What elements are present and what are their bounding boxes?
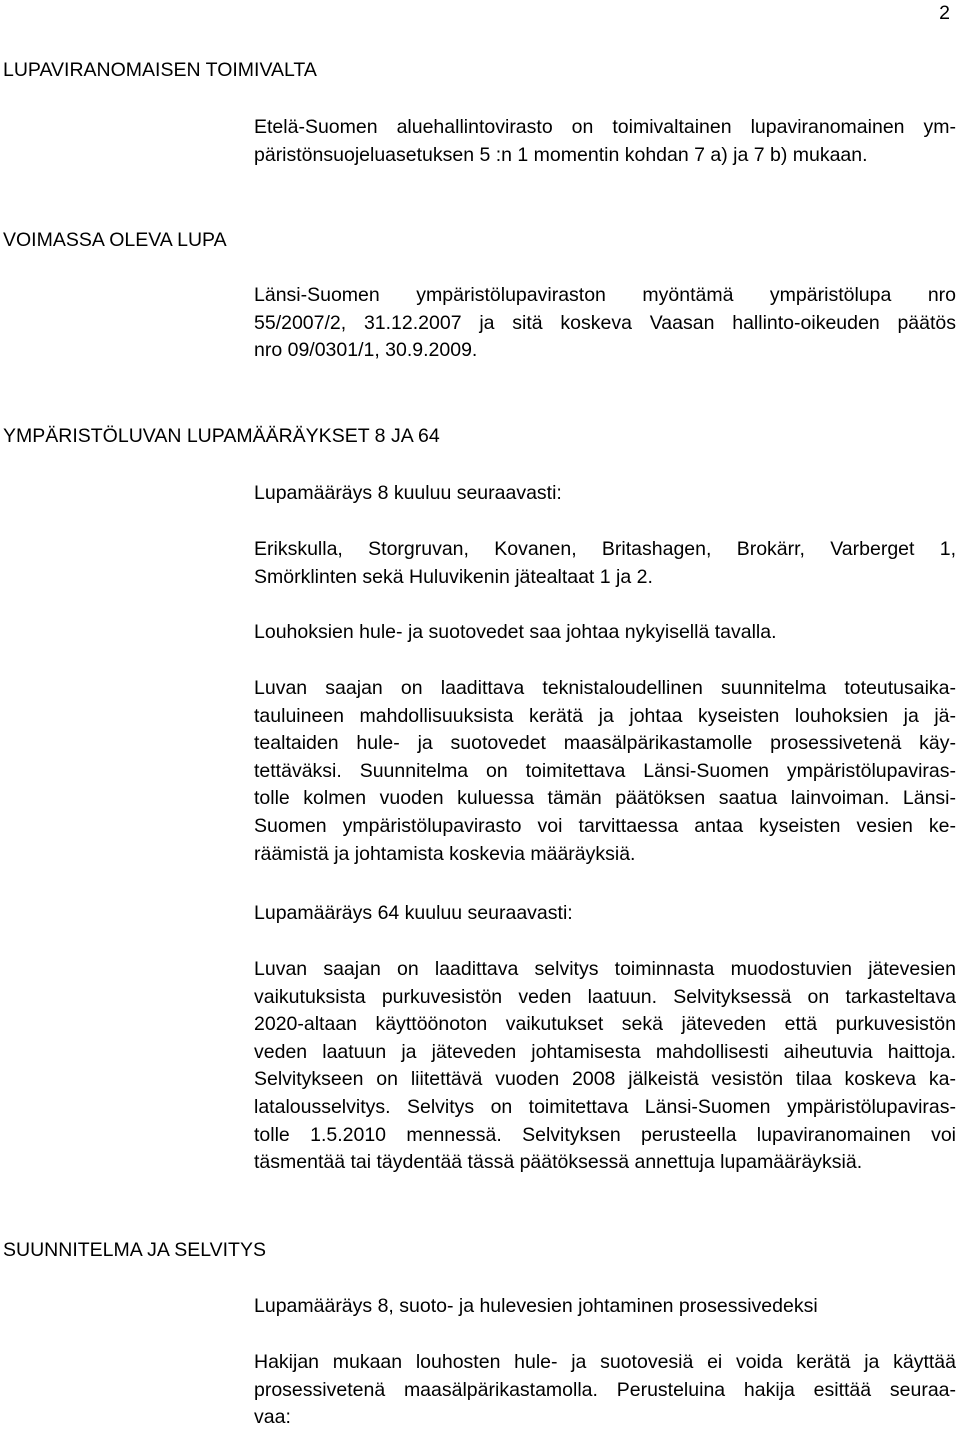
page-number: 2 (939, 2, 950, 24)
text-line: tettäväksi. Suunnitelma on toimitettava Länsi-Suomen ympäristölupaviras- (254, 759, 956, 782)
heading-authority: LUPAVIRANOMAISEN TOIMIVALTA (3, 59, 317, 81)
heading-plan: SUUNNITELMA JA SELVITYS (3, 1239, 266, 1261)
text-line: Lupamääräys 64 kuuluu seuraavasti: (254, 902, 573, 924)
text-line: täsmentää tai täydentää tässä päätöksessä annettuja lupamääräyksiä. (254, 1151, 863, 1174)
text-line: nro 09/0301/1, 30.9.2009. (254, 339, 478, 362)
paragraph-condition-64-text (254, 956, 956, 1177)
text-line: tealtaiden hule- ja suotovedet maasälpärikastamolle prosessivetenä käy- (254, 732, 956, 755)
text-line: Luvan saajan on laadittava selvitys toiminnasta muodostuvien jätevesien (254, 958, 956, 980)
paragraph-condition-8-sites (254, 536, 956, 591)
text-line: 2020-altaan käyttöönoton vaikutukset sekä jäteveden että purkuvesistön (254, 1013, 956, 1036)
text-line: vaa: (254, 1406, 291, 1429)
text-line: räämistä ja johtamista koskevia määräyksiä. (254, 842, 636, 865)
text-line: tolle kolmen vuoden kuluessa tämän päätöksen saatua lainvoiman. Länsi- (254, 787, 956, 810)
heading-current-permit: VOIMASSA OLEVA LUPA (3, 229, 227, 251)
text-line: Lupamääräys 8, suoto- ja hulevesien johtaminen prosessivedeksi (254, 1295, 818, 1317)
text-line: Selvitykseen on liitettävä vuoden 2008 jälkeistä vesistön tilaa koskeva ka- (254, 1068, 956, 1091)
text-line: Hakijan mukaan louhosten hule- ja suotovesiä ei voida kerätä ja käyttää (254, 1351, 956, 1373)
text-line: tolle 1.5.2010 mennessä. Selvityksen perusteella lupaviranomainen voi (254, 1123, 956, 1146)
text-line: prosessivetenä maasälpärikastamolla. Perusteluina hakija esittää seuraa- (254, 1378, 956, 1401)
text-line: Luvan saajan on laadittava teknistaloudellinen suunnitelma toteutusaika- (254, 677, 956, 699)
paragraph-authority (254, 114, 956, 169)
text-line: päristönsuojeluasetuksen 5 :n 1 momentin kohdan 7 a) ja 7 b) mukaan. (254, 143, 868, 166)
text-line: Etelä-Suomen aluehallintovirasto on toimivaltainen lupaviranomainen ym- (254, 116, 956, 138)
text-line: Lupamääräys 8 kuuluu seuraavasti: (254, 482, 562, 504)
text-line: veden laatuun ja jäteveden johtamisesta mahdollisesti aiheutuvia haittoja. (254, 1040, 956, 1063)
text-line: Länsi-Suomen ympäristölupaviraston myöntämä ympäristölupa nro (254, 284, 956, 306)
heading-conditions: YMPÄRISTÖLUVAN LUPAMÄÄRÄYKSET 8 JA 64 (3, 425, 440, 447)
paragraph-plan-title (254, 1293, 956, 1321)
paragraph-condition-64-intro (254, 900, 956, 928)
paragraph-current-permit (254, 282, 956, 365)
text-line: vaikutuksista purkuvesistön veden laatuun. Selvityksessä on tarkasteltava (254, 985, 956, 1008)
text-line: Louhoksien hule- ja suotovedet saa johtaa nykyisellä tavalla. (254, 621, 777, 643)
text-line: 55/2007/2, 31.12.2007 ja sitä koskeva Vaasan hallinto-oikeuden päätös (254, 311, 956, 334)
paragraph-condition-8-intro (254, 480, 956, 508)
paragraph-condition-8-drainage (254, 619, 956, 647)
text-line: Suomen ympäristölupavirasto voi tarvittaessa antaa kyseisten vesien ke- (254, 814, 956, 837)
text-line: tauluineen mahdollisuuksista kerätä ja johtaa kyseisten louhoksien ja jä- (254, 704, 956, 727)
paragraph-condition-8-plan (254, 675, 956, 868)
text-line: latalousselvitys. Selvitys on toimitettava Länsi-Suomen ympäristölupaviras- (254, 1095, 956, 1118)
text-line: Smörklinten sekä Huluvikenin jätealtaat 1 ja 2. (254, 565, 653, 588)
paragraph-plan-text (254, 1349, 956, 1432)
text-line: Erikskulla, Storgruvan, Kovanen, Britashagen, Brokärr, Varberget 1, (254, 538, 956, 560)
